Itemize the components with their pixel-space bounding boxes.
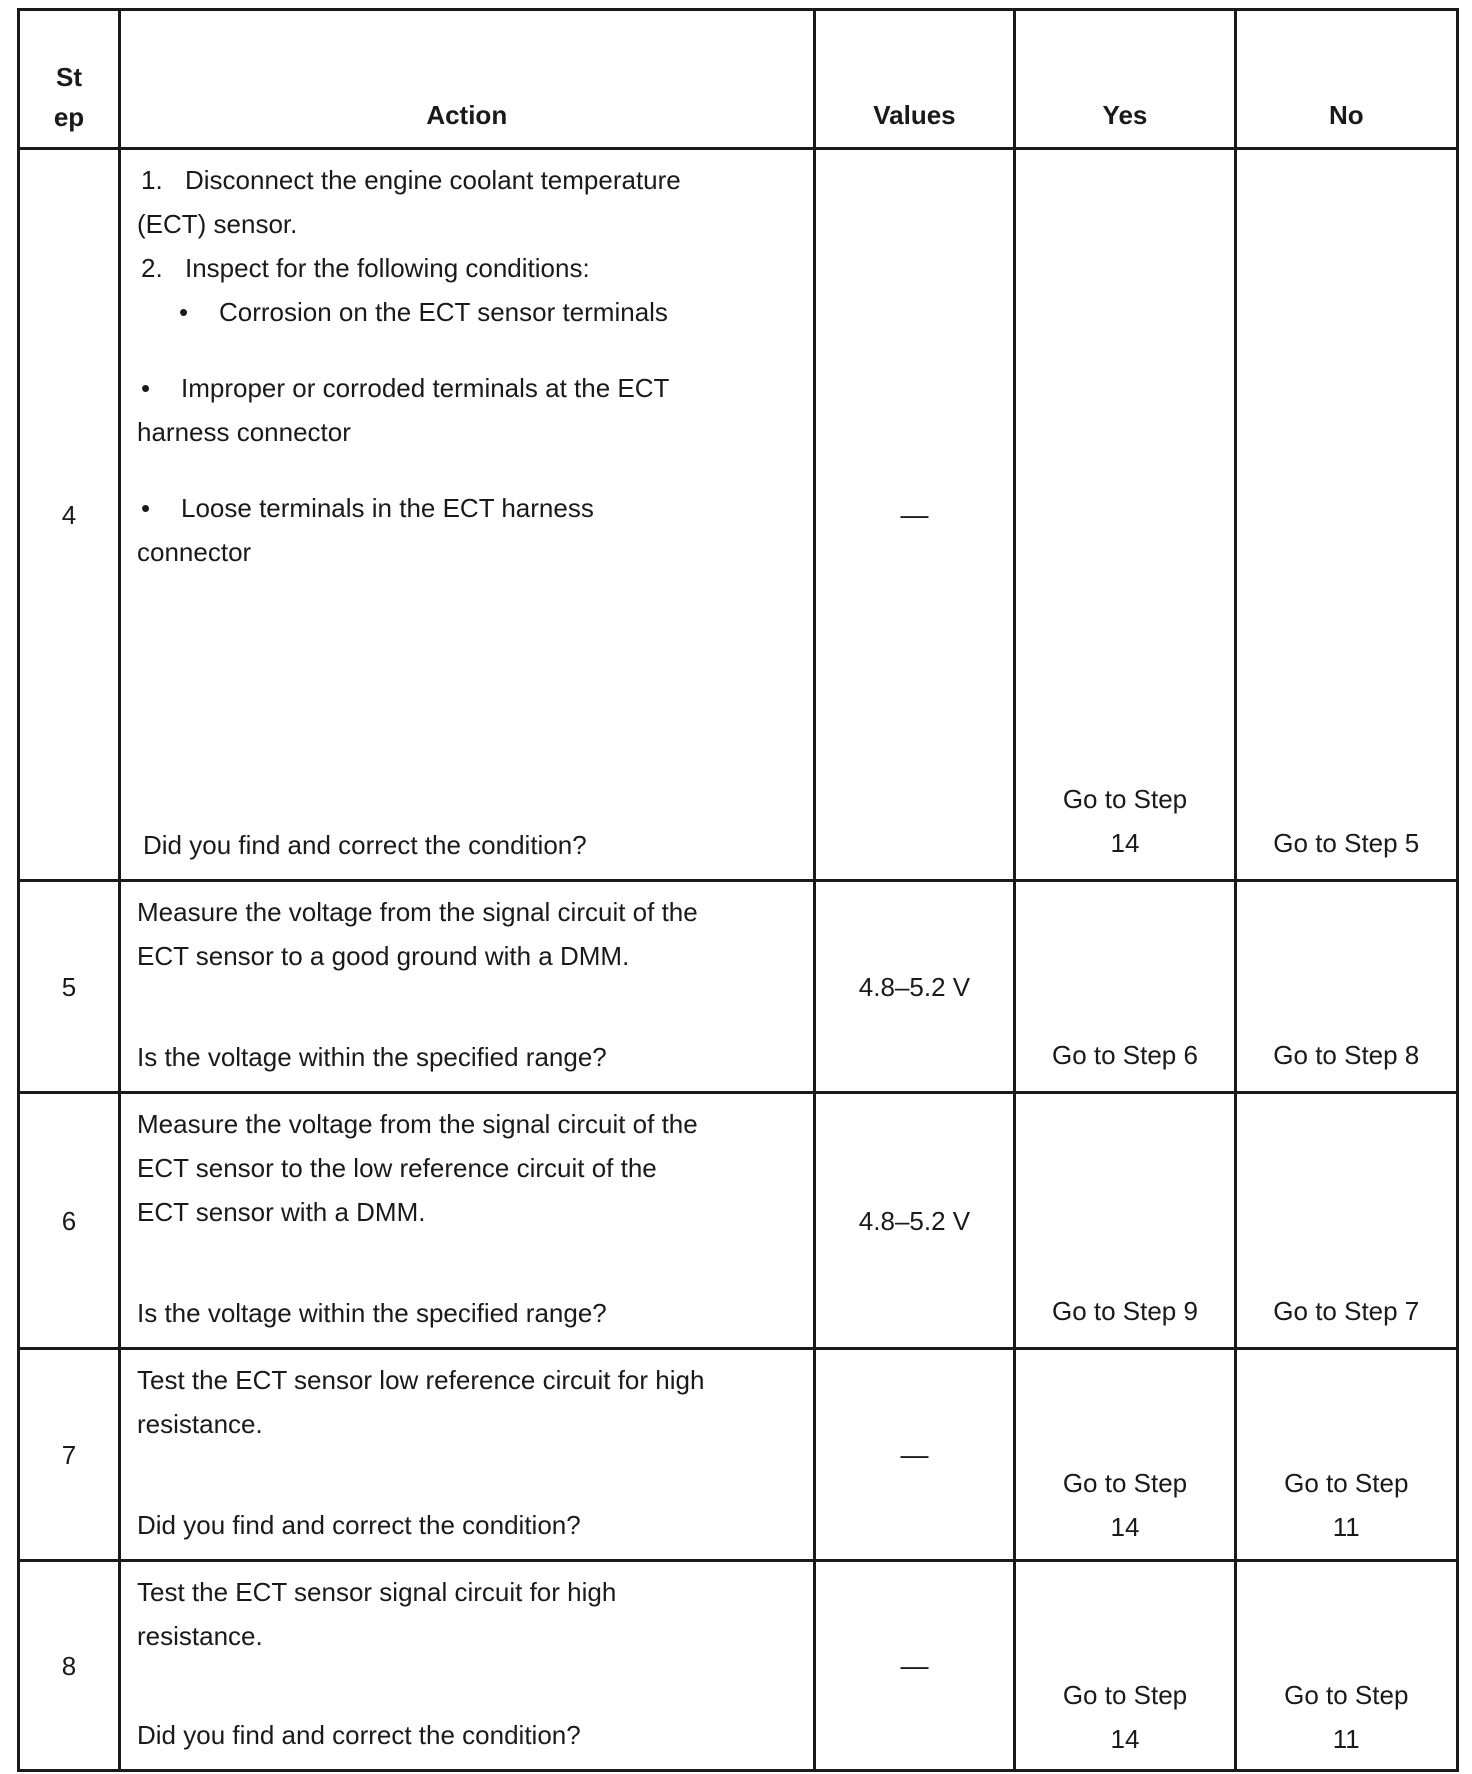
yes-text: 14 xyxy=(1110,1724,1140,1754)
bullet: • xyxy=(141,493,151,523)
no-text: Go to Step xyxy=(1284,1680,1409,1710)
action-text: resistance. xyxy=(137,1621,263,1651)
no-cell xyxy=(1235,881,1457,1093)
no-text: Go to Step 5 xyxy=(1273,828,1420,858)
no-cell xyxy=(1235,1093,1457,1349)
step-number: 5 xyxy=(19,881,120,1093)
action-cell xyxy=(120,1093,815,1349)
bullet: • xyxy=(141,373,151,403)
action-text: Test the ECT sensor low reference circuit for high xyxy=(137,1365,705,1395)
values-cell: 4.8–5.2 V xyxy=(814,881,1015,1093)
action-text: Test the ECT sensor signal circuit for high xyxy=(137,1577,617,1607)
action-text: (ECT) sensor. xyxy=(137,209,298,239)
header-step-line2: ep xyxy=(53,102,85,132)
values-cell: — xyxy=(814,1561,1015,1771)
yes-text: 14 xyxy=(1110,828,1140,858)
table-row-step-6 xyxy=(19,1093,1458,1349)
action-question: Did you find and correct the condition? xyxy=(137,1720,581,1750)
list-number: 2. xyxy=(141,253,163,283)
step-number: 7 xyxy=(19,1349,120,1561)
yes-cell xyxy=(1015,881,1235,1093)
action-cell xyxy=(120,1561,815,1771)
action-text: connector xyxy=(137,537,252,567)
no-cell xyxy=(1235,1349,1457,1561)
action-text: Improper or corroded terminals at the ECT xyxy=(181,373,670,403)
no-text: Go to Step 7 xyxy=(1273,1296,1420,1326)
header-values: Values xyxy=(814,10,1015,149)
action-text: Inspect for the following conditions: xyxy=(185,253,590,283)
bullet: • xyxy=(179,297,189,327)
action-question: Is the voltage within the specified range? xyxy=(137,1042,607,1072)
action-text: Measure the voltage from the signal circuit of the xyxy=(137,1109,698,1139)
table-row-step-7 xyxy=(19,1349,1458,1561)
yes-text: 14 xyxy=(1110,1512,1140,1542)
yes-cell xyxy=(1015,1349,1235,1561)
yes-cell xyxy=(1015,1093,1235,1349)
table-header-row xyxy=(19,10,1458,149)
no-text: 11 xyxy=(1332,1724,1360,1754)
no-text: Go to Step xyxy=(1284,1468,1409,1498)
header-step-line1: St xyxy=(56,62,82,92)
action-text: ECT sensor with a DMM. xyxy=(137,1197,426,1227)
yes-cell xyxy=(1015,1561,1235,1771)
header-step xyxy=(19,10,120,149)
step-number: 8 xyxy=(19,1561,120,1771)
no-text: 11 xyxy=(1332,1512,1360,1542)
no-text: Go to Step 8 xyxy=(1273,1040,1420,1070)
action-text: Loose terminals in the ECT harness xyxy=(181,493,594,523)
action-question: Did you find and correct the condition? xyxy=(137,1510,581,1540)
action-text: Corrosion on the ECT sensor terminals xyxy=(219,297,668,327)
header-yes: Yes xyxy=(1015,10,1235,149)
step-number: 6 xyxy=(19,1093,120,1349)
values-cell: 4.8–5.2 V xyxy=(814,1093,1015,1349)
action-text: ECT sensor to a good ground with a DMM. xyxy=(137,941,630,971)
yes-cell xyxy=(1015,149,1235,881)
yes-text: Go to Step xyxy=(1062,1468,1188,1498)
values-cell: — xyxy=(814,1349,1015,1561)
header-action: Action xyxy=(120,10,815,149)
action-text: Disconnect the engine coolant temperature xyxy=(185,165,681,195)
header-no: No xyxy=(1235,10,1457,149)
step-number: 4 xyxy=(19,149,120,881)
diagnostic-table xyxy=(17,8,1459,1772)
no-cell xyxy=(1235,149,1457,881)
action-text: harness connector xyxy=(137,417,351,447)
yes-text: Go to Step 9 xyxy=(1051,1296,1198,1326)
action-cell xyxy=(120,1349,815,1561)
action-cell xyxy=(120,881,815,1093)
yes-text: Go to Step xyxy=(1062,784,1188,814)
yes-text: Go to Step xyxy=(1062,1680,1188,1710)
action-text: ECT sensor to the low reference circuit of the xyxy=(137,1153,657,1183)
action-text: resistance. xyxy=(137,1409,263,1439)
action-question: Did you find and correct the condition? xyxy=(143,830,587,860)
action-cell xyxy=(120,149,815,881)
no-cell xyxy=(1235,1561,1457,1771)
yes-text: Go to Step 6 xyxy=(1051,1040,1198,1070)
action-text: Measure the voltage from the signal circuit of the xyxy=(137,897,698,927)
values-cell: — xyxy=(814,149,1015,881)
diagnostic-table-sheet xyxy=(17,8,1459,1772)
list-number: 1. xyxy=(141,165,163,195)
table-row-step-5 xyxy=(19,881,1458,1093)
table-row-step-4 xyxy=(19,149,1458,881)
table-row-step-8 xyxy=(19,1561,1458,1771)
action-question: Is the voltage within the specified range? xyxy=(137,1298,607,1328)
